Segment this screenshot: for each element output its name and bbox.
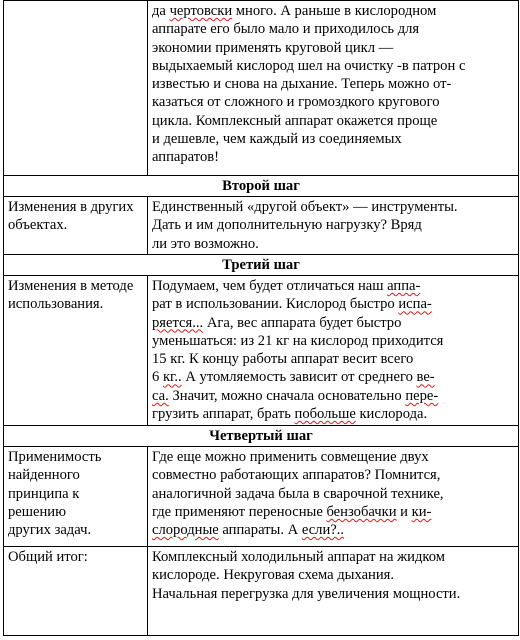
label-line: других задач.: [8, 522, 92, 539]
spell-check-mark: аппа-: [387, 278, 421, 294]
label-line: Применимость: [8, 449, 102, 465]
spell-check-mark: са.: [152, 387, 169, 404]
text-line: цикла. Комплексный аппарат окажется проще: [152, 112, 438, 129]
text-line: грузить аппарат, брать побольше кислорода.: [152, 406, 428, 423]
spell-check-mark: ве-: [416, 369, 435, 386]
text-line: ли это возможно.: [152, 235, 259, 252]
text-line: уменьшаться: из 21 кг на кислород приходится: [152, 332, 444, 349]
summary-row: [4, 547, 519, 636]
summary-text-cell: [148, 547, 519, 636]
text-line: рат в использовании. Кислород быстро испа-: [152, 296, 432, 313]
step3-title: Третий шаг: [4, 255, 519, 276]
text-line: аппарате его было мало и приходилось для: [152, 21, 420, 38]
document-table: [3, 0, 519, 636]
label-line: объектах.: [8, 217, 68, 234]
spell-check-mark: испа-: [398, 296, 432, 313]
summary-label: Общий итог:: [4, 547, 148, 636]
intro-row: [4, 1, 519, 176]
label-line: Изменения в методе: [8, 278, 134, 294]
spell-check-mark: побольше: [294, 406, 356, 423]
step3-row: [4, 276, 519, 426]
text-line: совместно работающих аппаратов? Помнится,: [152, 467, 441, 484]
label-line: найденного: [8, 467, 80, 484]
text-line: кислороде. Некруговая схема дыхания.: [152, 567, 395, 584]
step2-label: [4, 197, 148, 255]
step4-row: [4, 447, 519, 547]
spell-check-mark: если?..: [301, 522, 345, 539]
text-line: казаться от сложного и громоздкого кругового: [152, 94, 440, 111]
text-line: выдыхаемый кислород шел на очистку -в патрон с: [152, 57, 466, 74]
text-line: и дешевле, чем каждый из соединяемых: [152, 131, 402, 148]
spell-check-mark: ки-: [411, 503, 432, 520]
step2-text-cell: [148, 197, 519, 255]
label-line: принципа к: [8, 485, 80, 502]
step3-label: [4, 276, 148, 426]
text-line: слородные аппараты. А если?..: [152, 522, 345, 539]
step4-text-cell: [148, 447, 519, 547]
text-line: Подумаем, чем будет отличаться наш аппа-: [152, 278, 421, 294]
step4-label: [4, 447, 148, 547]
text-line: Дать и им дополнительную нагрузку? Вряд: [152, 217, 422, 234]
text-line: ряется... Ага, вес аппарата будет быстро: [152, 314, 402, 331]
step2-title: Второй шаг: [4, 176, 519, 197]
intro-text-cell: [148, 1, 519, 176]
text-line: Где еще можно применить совмещение двух: [152, 449, 429, 465]
text-line: где применяют переносные бензобачки и ки-: [152, 503, 432, 520]
text-line: Комплексный холодильный аппарат на жидком: [152, 549, 446, 565]
intro-left-cell: [4, 1, 148, 176]
label-line: Изменения в других: [8, 199, 134, 215]
step3-text-cell: [148, 276, 519, 426]
step4-title: Четвертый шаг: [4, 426, 519, 447]
label-line: использования.: [8, 296, 104, 313]
text-line: экономии применять круговой цикл —: [152, 39, 394, 56]
text-line: 6 кг.. А утомляемость зависит от среднего ве-: [152, 369, 435, 386]
text-line: аппаратов!: [152, 149, 220, 166]
text-line: са. Значит, можно сначала основательно пере-: [152, 387, 439, 404]
text-line: аналогичной задача была в сварочной технике,: [152, 485, 444, 502]
label-line: решению: [8, 503, 67, 520]
step2-header-row: [4, 176, 519, 197]
spell-check-mark: чертовски: [169, 3, 233, 19]
step3-header-row: [4, 255, 519, 276]
text-line: Единственный «другой объект» — инструменты.: [152, 199, 458, 215]
spell-check-mark: ряется...: [152, 314, 204, 331]
text-line: да чертовски много. А раньше в кислородном: [152, 3, 437, 19]
spell-check-mark: кг..: [162, 369, 182, 386]
text-line: 15 кг. К концу работы аппарат весит всего: [152, 351, 414, 368]
step4-header-row: [4, 426, 519, 447]
text-line: Начальная перегрузка для увеличения мощности.: [152, 585, 461, 602]
text-line: известью и снова на дыхание. Теперь можно от-: [152, 76, 452, 93]
spell-check-mark: бензобачки: [326, 503, 397, 520]
spell-check-mark: пере-: [405, 387, 439, 404]
spell-check-mark: слородные: [152, 522, 219, 539]
step2-row: [4, 197, 519, 255]
